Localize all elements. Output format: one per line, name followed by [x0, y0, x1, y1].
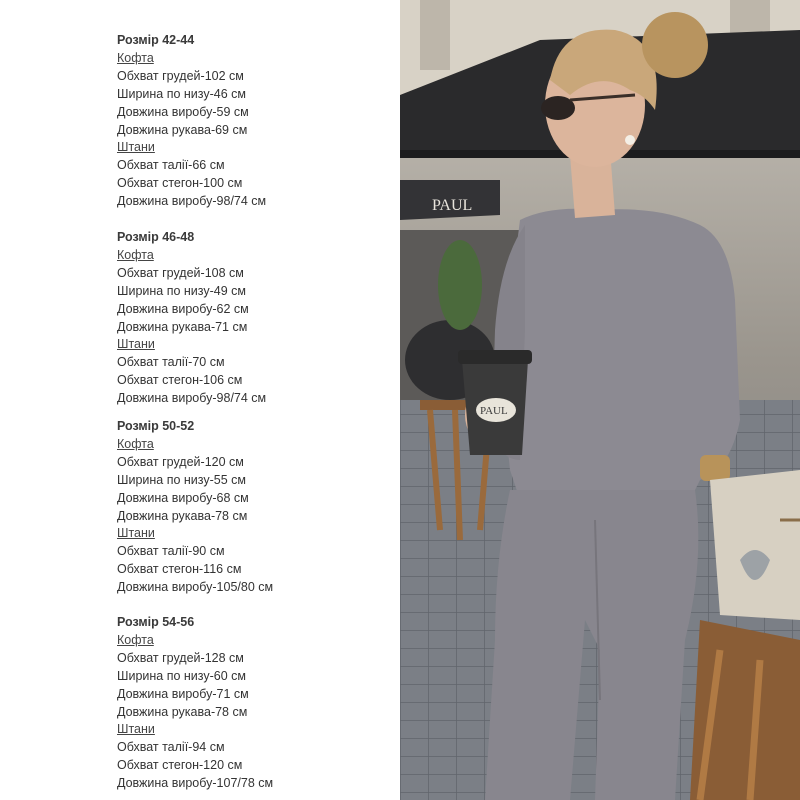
- pants-label: Штани: [117, 722, 155, 737]
- measurement: Довжина рукава-71 см: [117, 319, 248, 334]
- measurement: Ширина по низу-60 см: [117, 668, 247, 683]
- measurement: Обхват грудей-128 см: [117, 650, 244, 665]
- size-block-42-44: [117, 32, 266, 211]
- cup-text: PAUL: [480, 405, 508, 417]
- measurement: Обхват грудей-108 см: [117, 265, 244, 280]
- pants-label: Штани: [117, 337, 155, 352]
- measurement: Довжина виробу-107/78 см: [117, 776, 274, 791]
- measurement: Довжина рукава-69 см: [117, 122, 248, 137]
- top-label: Кофта: [117, 436, 154, 451]
- awning-text: PAUL: [432, 197, 473, 214]
- watch: [700, 455, 730, 481]
- measurement: Обхват талії-70 см: [117, 355, 225, 370]
- measurement: Ширина по низу-46 см: [117, 86, 247, 101]
- size-block-54-56: [117, 614, 273, 793]
- size-title: Розмір 54-56: [117, 615, 195, 629]
- top-label: Кофта: [117, 247, 154, 262]
- top-label: Кофта: [117, 50, 154, 65]
- size-title: Розмір 50-52: [117, 419, 195, 433]
- plant: [438, 240, 482, 330]
- cup-lid: [458, 350, 532, 364]
- measurement: Довжина виробу-71 см: [117, 686, 249, 701]
- measurement: Обхват талії-90 см: [117, 544, 225, 559]
- product-photo: [400, 0, 800, 800]
- size-block-50-52: [117, 418, 273, 597]
- measurement: Ширина по низу-49 см: [117, 283, 247, 298]
- measurement: Довжина виробу-98/74 см: [117, 391, 267, 406]
- measurement: Обхват грудей-120 см: [117, 454, 244, 469]
- earring: [625, 135, 635, 145]
- measurement: Ширина по низу-55 см: [117, 472, 247, 487]
- top-label: Кофта: [117, 632, 154, 647]
- measurement: Довжина виробу-68 см: [117, 490, 249, 505]
- measurement: Довжина виробу-62 см: [117, 301, 249, 316]
- size-title: Розмір 46-48: [117, 230, 195, 244]
- measurement: Обхват стегон-100 см: [117, 176, 243, 191]
- pants-label: Штани: [117, 140, 155, 155]
- measurement: Обхват стегон-120 см: [117, 758, 243, 773]
- measurement: Обхват талії-94 см: [117, 740, 225, 755]
- measurement: Довжина виробу-59 см: [117, 104, 249, 119]
- size-title: Розмір 42-44: [117, 33, 195, 47]
- pants-label: Штани: [117, 526, 155, 541]
- measurement: Обхват стегон-116 см: [117, 562, 242, 577]
- photo-illustration: [400, 0, 800, 800]
- size-block-46-48: [117, 229, 266, 408]
- handbag: [710, 470, 800, 620]
- measurement: Обхват талії-66 см: [117, 158, 225, 173]
- measurement: Довжина рукава-78 см: [117, 508, 248, 523]
- hair-bun: [642, 12, 708, 78]
- measurement: Обхват стегон-106 см: [117, 373, 243, 388]
- measurement: Довжина виробу-105/80 см: [117, 580, 274, 595]
- measurement: Довжина рукава-78 см: [117, 704, 248, 719]
- measurement: Довжина виробу-98/74 см: [117, 194, 267, 209]
- measurement: Обхват грудей-102 см: [117, 68, 244, 83]
- sunglasses: [541, 96, 575, 120]
